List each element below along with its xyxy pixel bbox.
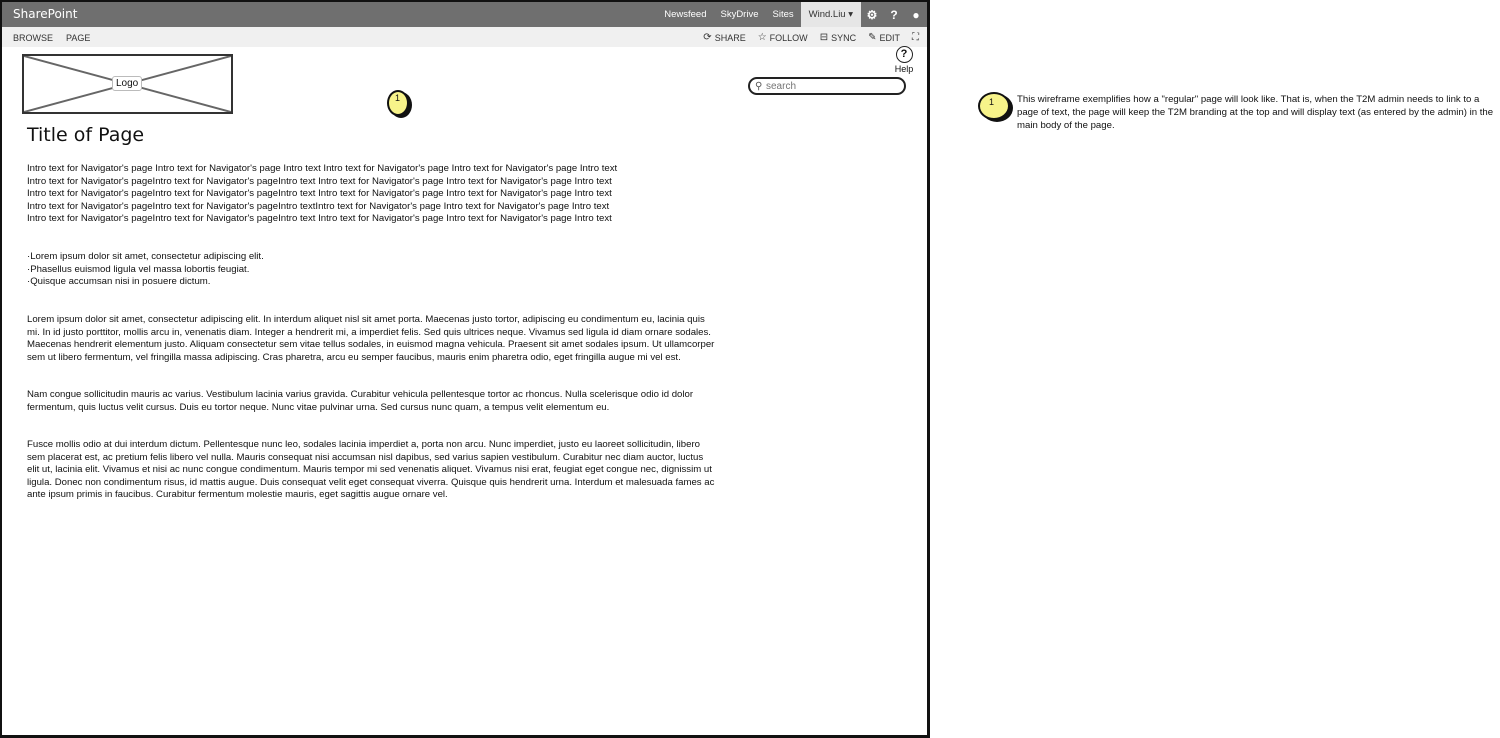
nav-sites[interactable]: Sites (772, 9, 794, 20)
bullet-list (27, 251, 717, 289)
search-input[interactable] (766, 80, 896, 93)
sync-icon: ⊟ (819, 32, 829, 43)
annotation-marker (978, 92, 1002, 118)
suite-bar (2, 2, 927, 27)
tab-page[interactable]: PAGE (66, 33, 91, 43)
follow-label: FOLLOW (769, 32, 808, 43)
body-paragraph-1: Lorem ipsum dolor sit amet, consectetur adipiscing elit. In interdum aliquet nisl sit amet porta. Maecenas justo tortor, adipiscing eu condimentum eu, lacinia quis mi. In id justo porttitor, mollis arcu in, venenatis diam. Integer a hendrerit mi, a imperdiet felis. Sed quis ultrices neque. Vivamus sed ligula id diam ornare sodales. Maecenas hendrerit elementum justo. Aliquam consectetur sem vitae tellus sodales, in euismod magna vehicula. Praesent sit amet sodales ipsum. Ut ullamcorper sem ut libero fermentum, vel fringilla massa adipiscing. Cras pharetra, arcu eu semper faucibus, mauris enim pharetra odio, eget fringilla augue mi vel est. (27, 314, 715, 363)
brand-name[interactable]: SharePoint (13, 7, 78, 21)
focus-mode-icon[interactable]: ⛶ (912, 32, 919, 43)
question-icon[interactable]: ? (890, 7, 898, 22)
intro-line: Intro text for Navigator's pageIntro text for Navigator's pageIntro text Intro text for Navigator's page Intro text for Navigator's page Intro text (27, 175, 612, 187)
nav-newsfeed[interactable]: Newsfeed (664, 9, 707, 20)
tab-browse[interactable]: BROWSE (13, 33, 54, 43)
page-title: Title of Page (27, 124, 145, 146)
power-icon[interactable]: ● (912, 7, 920, 22)
suite-nav (657, 2, 927, 27)
list-item: ·Lorem ipsum dolor sit amet, consectetur adipiscing elit. (27, 251, 264, 262)
search-box[interactable] (748, 77, 906, 95)
nav-skydrive[interactable]: SkyDrive (720, 9, 759, 20)
help-icon: ? (896, 46, 913, 63)
list-item: ·Phasellus euismod ligula vel massa lobortis feugiat. (27, 263, 250, 275)
logo-label: Logo (112, 76, 142, 91)
sync-label: SYNC (831, 32, 857, 43)
callout-number: 1 (395, 93, 401, 103)
annotation-number: 1 (989, 97, 995, 107)
share-button[interactable] (703, 32, 745, 43)
intro-line: Intro text for Navigator's pageIntro text for Navigator's pageIntro textIntro text for Navigator's page Intro text for Navigator's page Intro text (27, 200, 610, 212)
edit-label: EDIT (879, 32, 900, 43)
share-label: SHARE (714, 32, 746, 43)
help-button[interactable] (891, 46, 917, 74)
edit-button[interactable] (868, 32, 900, 43)
list-item: ·Quisque accumsan nisi in posuere dictum. (27, 276, 211, 288)
annotation-text: This wireframe exemplifies how a "regular" page will look like. That is, when the T2M admin needs to link to a page of text, the page will keep the T2M branding at the top and will display text (as entered by the admin) in the main body of the page. (1017, 94, 1494, 131)
share-icon: ⟳ (703, 32, 712, 43)
pencil-icon: ✎ (868, 32, 877, 43)
user-menu[interactable]: Wind.Liu ▾ (801, 2, 861, 27)
intro-text (27, 163, 717, 226)
gear-icon[interactable]: ⚙ (866, 7, 878, 22)
intro-line: Intro text for Navigator's pageIntro text for Navigator's pageIntro text Intro text for Navigator's page Intro text for Navigator's page Intro text (27, 188, 612, 200)
intro-line: Intro text for Navigator's page Intro text for Navigator's page Intro text Intro text for Navigator's page Intro text for Navigator's page Intro text (27, 163, 618, 174)
callout-marker (387, 90, 411, 116)
ribbon-bar (2, 27, 927, 47)
follow-button[interactable] (758, 32, 808, 43)
star-icon: ☆ (757, 32, 767, 43)
body-paragraph-2: Nam congue sollicitudin mauris ac varius. Vestibulum lacinia varius gravida. Curabitur vehicula pellentesque tortor ac rhoncus. Nulla scelerisque odio id dolor fermentum, quis luctus velit cursus. Duis eu tortor neque. Nunc vitae pulvinar urna. Sed cursus nunc quam, a tempus velit elementum eu. (27, 389, 694, 413)
body-paragraph-3: Fusce mollis odio at dui interdum dictum. Pellentesque nunc leo, sodales lacinia imperdiet a, porta non arcu. Nunc imperdiet, justo eu laoreet sollicitudin, libero sem placerat est, ac pretium felis libero vel nulla. Mauris consequat nisi accumsan nisl dapibus, sed varius sapien vestibulum. Curabitur nec diam auctor, luctus elit ut, lacinia elit. Vivamus et nisi ac nunc congue condimentum. Mauris tempor mi sed venenatis aliquet. Vivamus nisi erat, feugiat eget congue nec, dignissim ut ligula. Donec non condimentum risus, id mattis augue. Duis consequat velit eget consequat viverra. Quisque quis hendrerit urna. Interdum et malesuada fames ac ante ipsum primis in faucibus. Curabitur fermentum molestie mauris, eget sagittis augue ornare vel. (27, 439, 715, 501)
search-icon: ⚲ (755, 81, 763, 92)
intro-line: Intro text for Navigator's pageIntro text for Navigator's pageIntro text Intro text for Navigator's page Intro text for Navigator's page Intro text (27, 213, 612, 225)
logo-placeholder[interactable] (22, 54, 233, 114)
help-label: Help (894, 64, 914, 74)
sync-button[interactable] (820, 32, 856, 43)
